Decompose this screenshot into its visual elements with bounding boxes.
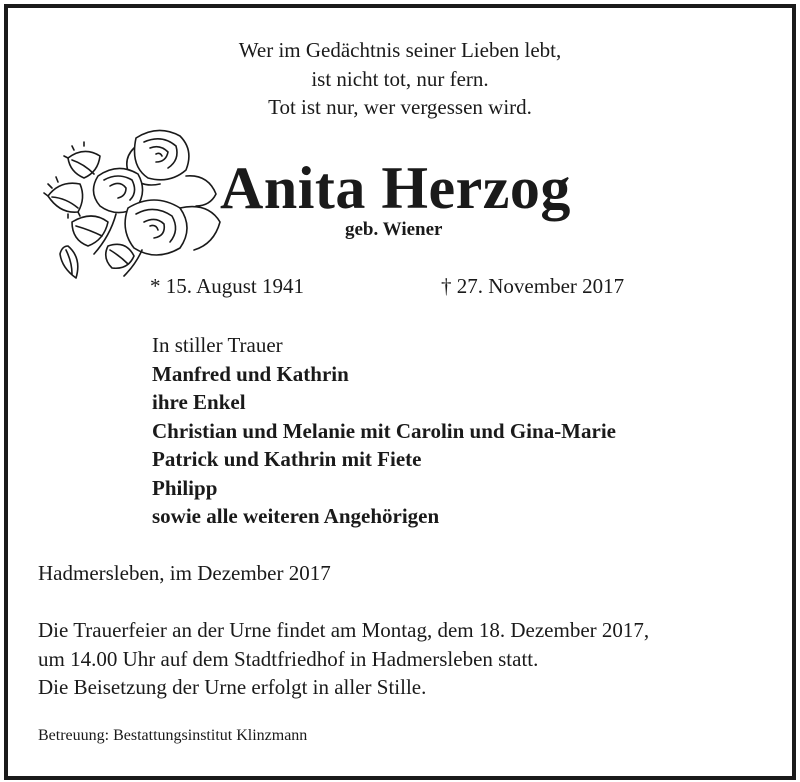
death-date: † 27. November 2017 [441, 274, 625, 298]
memorial-quote [8, 36, 792, 122]
quote-line: Tot ist nur, wer vergessen wird. [268, 95, 532, 119]
mourner-line: Philipp [152, 475, 218, 500]
rose-illustration-icon [38, 118, 228, 283]
funeral-info [38, 616, 649, 702]
mourner-line: Manfred und Kathrin [152, 361, 349, 386]
mourners-list [152, 331, 616, 531]
mourner-line: Patrick und Kathrin mit Fiete [152, 447, 422, 471]
birth-date: * 15. August 1941 [150, 274, 305, 298]
deceased-name: Anita Herzog [220, 155, 571, 221]
quote-line: ist nicht tot, nur fern. [311, 66, 489, 91]
mourners-intro: In stiller Trauer [152, 333, 283, 357]
undertaker-credit: Betreuung: Bestattungsinstitut Klinzmann [38, 727, 308, 744]
funeral-info-line: Die Trauerfeier an der Urne findet am Montag, dem 18. Dezember 2017, [38, 618, 650, 642]
funeral-info-line: Die Beisetzung der Urne erfolgt in aller Stille. [38, 675, 427, 699]
funeral-info-line: um 14.00 Uhr auf dem Stadtfriedhof in Hadmersleben statt. [38, 646, 539, 671]
quote-line: Wer im Gedächtnis seiner Lieben lebt, [238, 38, 562, 62]
mourner-line: Christian und Melanie mit Carolin und Gina-Marie [152, 418, 616, 443]
mourner-line: ihre Enkel [152, 390, 246, 414]
obituary-frame [4, 4, 796, 780]
mourner-line: sowie alle weiteren Angehörigen [152, 504, 440, 528]
maiden-name: geb. Wiener [345, 219, 443, 240]
place-date: Hadmersleben, im Dezember 2017 [38, 561, 331, 585]
